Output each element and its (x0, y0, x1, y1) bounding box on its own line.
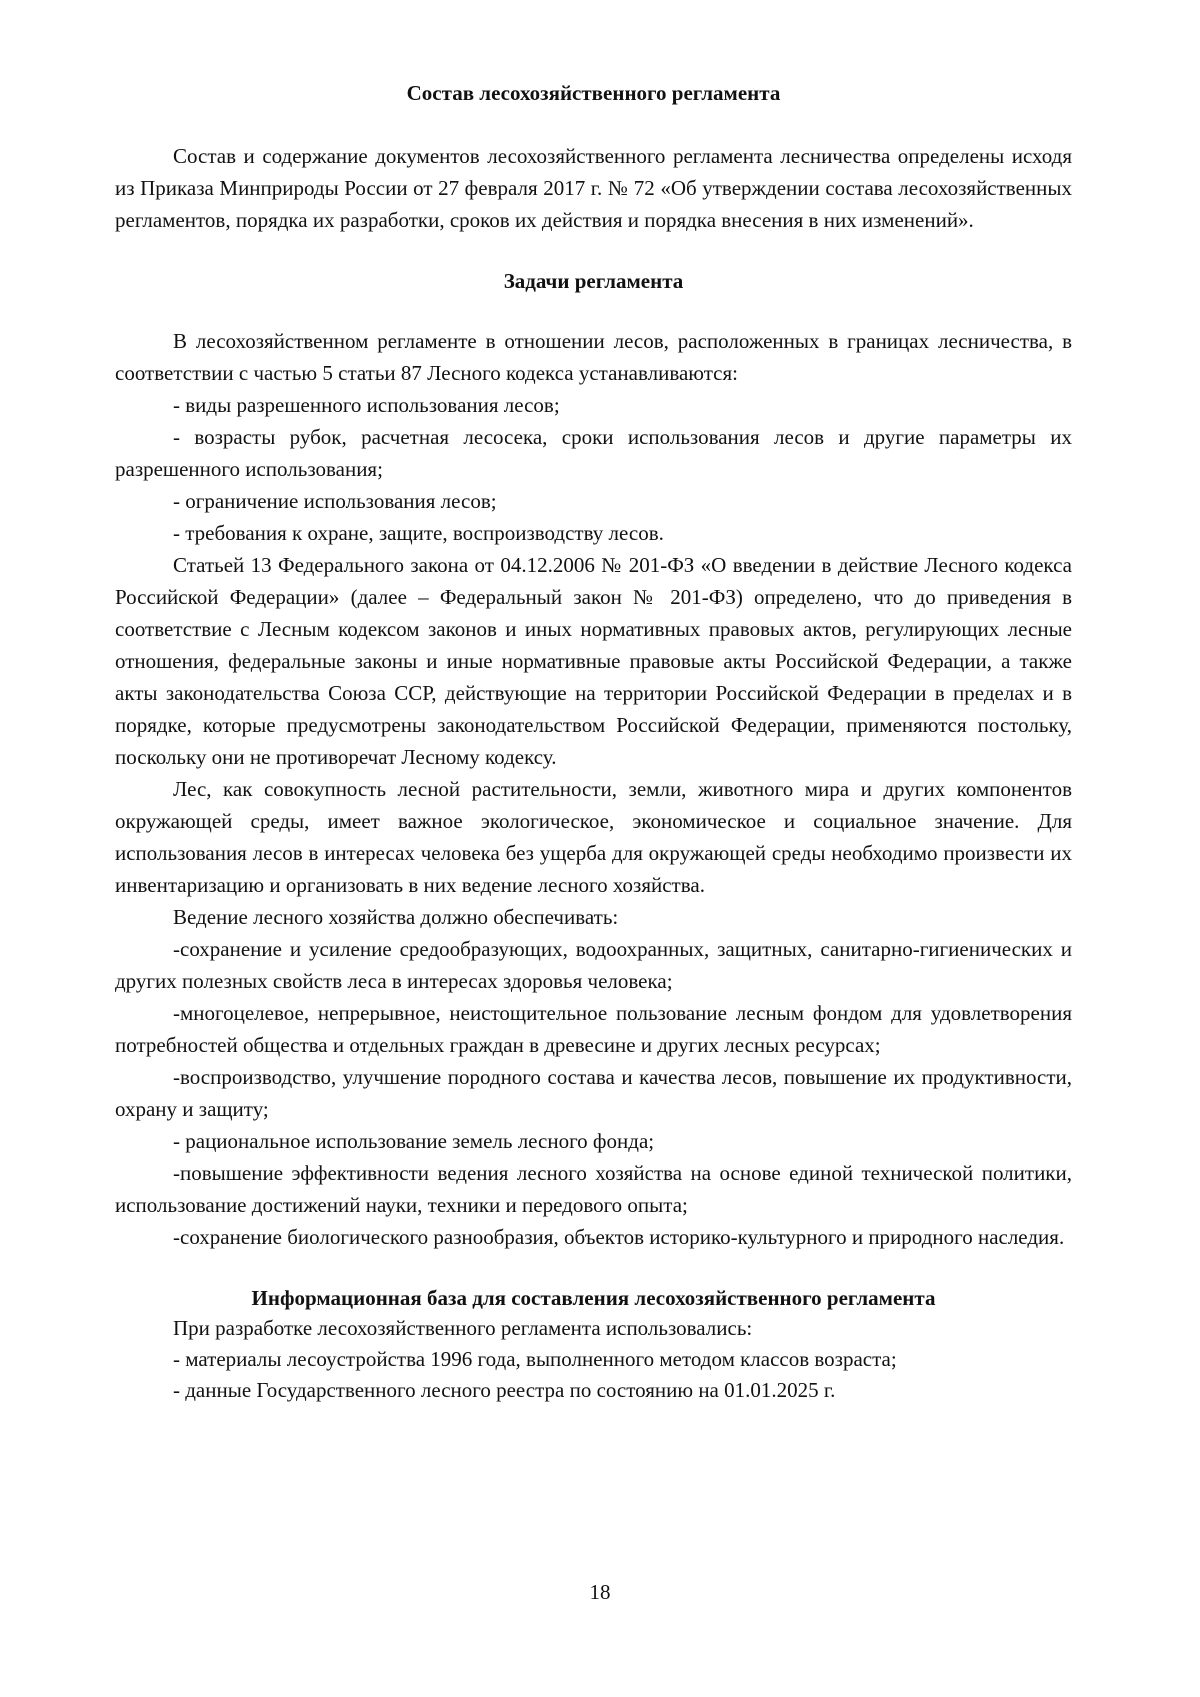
information-base-list-item: - данные Государственного лесного реестра по состоянию на 01.01.2025 г. (173, 1378, 836, 1402)
management-list-item: -повышение эффективности ведения лесного хозяйства на основе единой технической политики, использование достижений науки, техники и передового опыта; (115, 1161, 1072, 1217)
section-title-tasks: Задачи регламента (503, 269, 684, 293)
composition-paragraph: Состав и содержание документов лесохозяйственного регламента лесничества определены исходя из Приказа Минприроды России от 27 февраля 2017 г. № 72 «Об утверждении состава лесохозяйственных регламентов, порядка их разработки, сроков их действия и порядка внесения в них изменений». (115, 144, 1072, 232)
management-list-item: - рациональное использование земель лесного фонда; (173, 1129, 655, 1153)
management-list-item: -многоцелевое, непрерывное, неистощительное пользование лесным фондом для удовлетворения потребностей общества и отдельных граждан в древесине и других лесных ресурсах; (115, 1001, 1072, 1057)
information-base-list-item: - материалы лесоустройства 1996 года, выполненного методом классов возраста; (173, 1347, 897, 1371)
management-intro: Ведение лесного хозяйства должно обеспечивать: (173, 905, 619, 929)
tasks-list-item: - ограничение использования лесов; (173, 489, 497, 513)
tasks-list-item: - виды разрешенного использования лесов; (173, 393, 560, 417)
tasks-list-item: - возрасты рубок, расчетная лесосека, сроки использования лесов и другие параметры их разрешенного использования; (115, 425, 1072, 481)
management-list-item: -воспроизводство, улучшение породного состава и качества лесов, повышение их продуктивности, охрану и защиту; (115, 1065, 1072, 1121)
management-list-item: -сохранение биологического разнообразия, объектов историко-культурного и природного наследия. (173, 1225, 1065, 1249)
information-base-intro: При разработке лесохозяйственного регламента использовались: (173, 1316, 753, 1340)
forest-paragraph: Лес, как совокупность лесной растительности, земли, животного мира и других компонентов окружающей среды, имеет важное экологическое, экономическое и социальное значение. Для использования лесов в интересах человека без ущерба для окружающей среды необходимо произвести их инвентаризацию и организовать в них ведение лесного хозяйства. (115, 777, 1072, 897)
tasks-list-item: - требования к охране, защите, воспроизводству лесов. (173, 521, 664, 545)
page-number: 18 (589, 1580, 611, 1604)
tasks-intro-paragraph: В лесохозяйственном регламенте в отношении лесов, расположенных в границах лесничества, в соответствии с частью 5 статьи 87 Лесного кодекса устанавливаются: (115, 329, 1072, 385)
section-title-information-base: Информационная база для составления лесохозяйственного регламента (251, 1286, 936, 1310)
section-title-composition: Состав лесохозяйственного регламента (406, 81, 781, 105)
law-paragraph: Статьей 13 Федерального закона от 04.12.2006 № 201-ФЗ «О введении в действие Лесного кодекса Российской Федерации» (далее – Федеральный закон № 201-ФЗ) определено, что до приведения в соответствие с Лесным кодексом законов и иных нормативных правовых актов, регулирующих лесные отношения, федеральные законы и иные нормативные правовые акты Российской Федерации, а также акты законодательства Союза ССР, действующие на территории Российской Федерации в пределах и в порядке, которые предусмотрены законодательством Российской Федерации, применяются постольку, поскольку они не противоречат Лесному кодексу. (115, 553, 1072, 769)
management-list-item: -сохранение и усиление средообразующих, водоохранных, защитных, санитарно-гигиенических и других полезных свойств леса в интересах здоровья человека; (115, 937, 1072, 993)
